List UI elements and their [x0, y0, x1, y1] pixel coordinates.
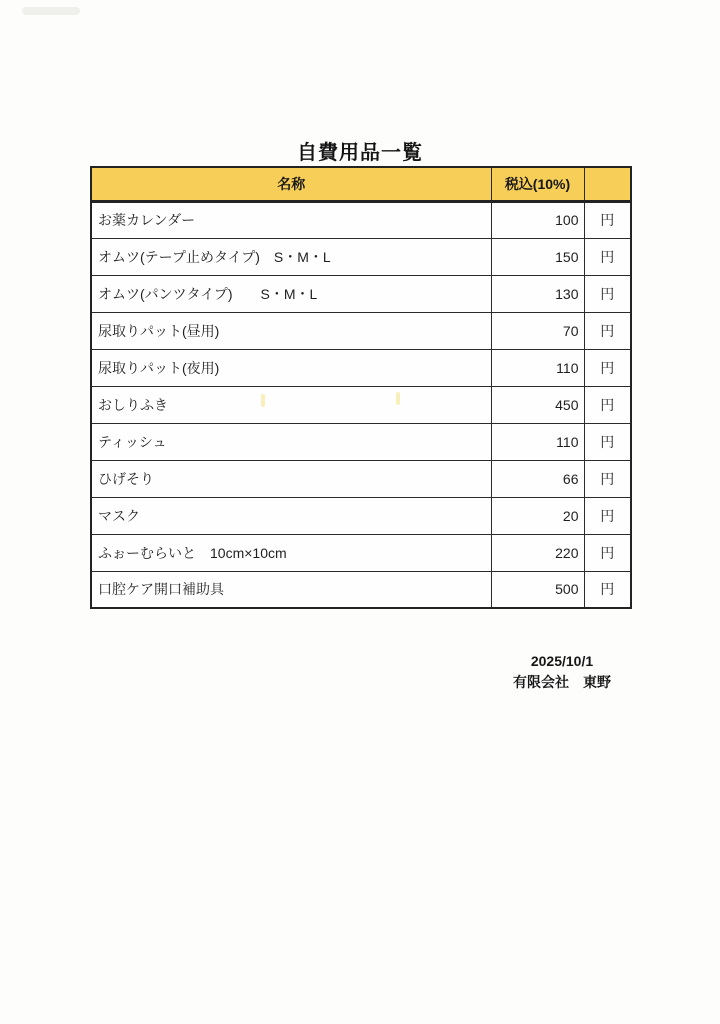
price-table	[90, 166, 632, 609]
table-row	[91, 386, 631, 423]
item-price: 100	[491, 201, 584, 238]
table-row	[91, 571, 631, 608]
item-name: ひげそり	[91, 460, 491, 497]
item-price: 220	[491, 534, 584, 571]
table-row	[91, 349, 631, 386]
column-header-name: 名称	[91, 167, 491, 201]
scan-artifact-mark	[22, 7, 80, 15]
footer-date: 2025/10/1	[530, 653, 594, 669]
column-header-price: 税込(10%)	[491, 167, 584, 201]
item-unit: 円	[584, 423, 631, 460]
item-price: 110	[491, 423, 584, 460]
item-name: ティッシュ	[91, 423, 491, 460]
item-unit: 円	[584, 312, 631, 349]
item-unit: 円	[584, 349, 631, 386]
item-unit: 円	[584, 386, 631, 423]
item-name: 口腔ケア開口補助具	[91, 571, 491, 608]
item-price: 130	[491, 275, 584, 312]
table-row	[91, 201, 631, 238]
table-row	[91, 460, 631, 497]
item-price: 150	[491, 238, 584, 275]
table-row	[91, 423, 631, 460]
page-title: 自費用品一覧	[297, 142, 423, 164]
document-footer	[452, 651, 672, 693]
item-price: 70	[491, 312, 584, 349]
item-name: おしりふき	[91, 386, 491, 423]
item-unit: 円	[584, 275, 631, 312]
item-price: 110	[491, 349, 584, 386]
table-row	[91, 275, 631, 312]
item-name: ふぉーむらいと 10cm×10cm	[91, 534, 491, 571]
item-name: 尿取りパット(夜用)	[91, 349, 491, 386]
item-name: お薬カレンダー	[91, 201, 491, 238]
item-name: マスク	[91, 497, 491, 534]
item-price: 20	[491, 497, 584, 534]
table-row	[91, 238, 631, 275]
column-header-unit	[584, 167, 631, 201]
item-unit: 円	[584, 460, 631, 497]
item-price: 66	[491, 460, 584, 497]
table-header-row	[91, 167, 631, 201]
item-unit: 円	[584, 238, 631, 275]
highlighter-mark	[261, 394, 265, 407]
table-row	[91, 534, 631, 571]
price-table-container	[90, 166, 632, 609]
item-unit: 円	[584, 497, 631, 534]
footer-company: 有限会社 東野	[513, 674, 611, 690]
item-price: 450	[491, 386, 584, 423]
item-name: オムツ(テープ止めタイプ) S・M・L	[91, 238, 491, 275]
table-row	[91, 312, 631, 349]
item-name: オムツ(パンツタイプ) S・M・L	[91, 275, 491, 312]
table-row	[91, 497, 631, 534]
item-unit: 円	[584, 201, 631, 238]
item-unit: 円	[584, 571, 631, 608]
highlighter-mark	[396, 392, 400, 405]
item-name: 尿取りパット(昼用)	[91, 312, 491, 349]
item-price: 500	[491, 571, 584, 608]
item-unit: 円	[584, 534, 631, 571]
